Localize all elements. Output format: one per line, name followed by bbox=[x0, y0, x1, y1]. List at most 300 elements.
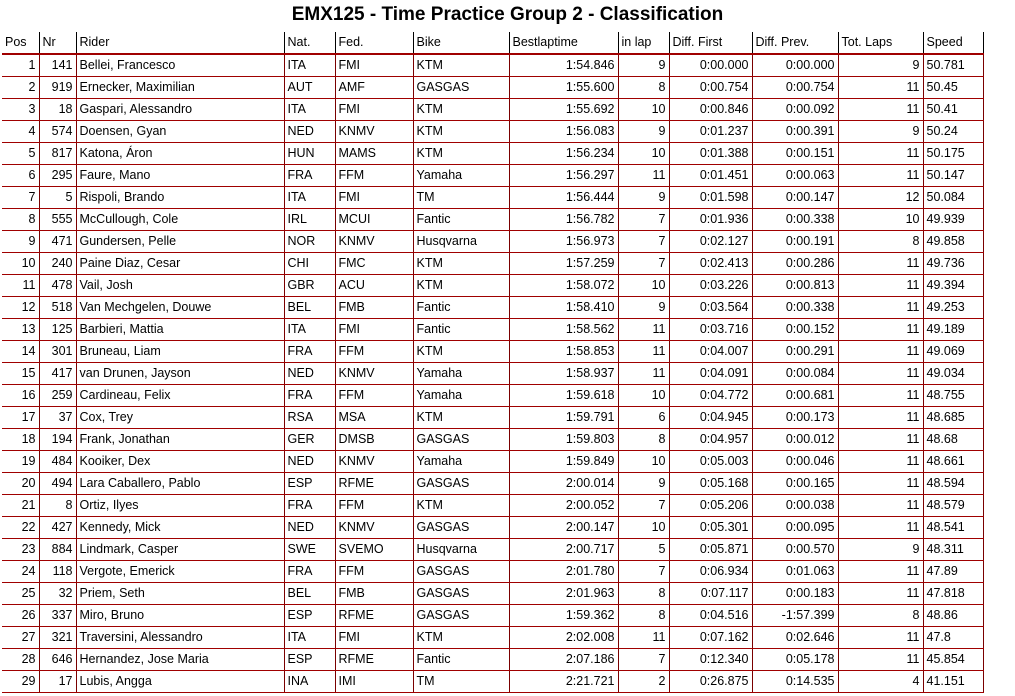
cell-rider: Van Mechgelen, Douwe bbox=[76, 297, 284, 319]
cell-diff-prev: 0:00.152 bbox=[752, 319, 838, 341]
cell-speed: 48.86 bbox=[923, 605, 983, 627]
cell-nr: 417 bbox=[39, 363, 76, 385]
cell-speed: 47.89 bbox=[923, 561, 983, 583]
cell-diff-first: 0:01.451 bbox=[669, 165, 752, 187]
cell-in-lap: 7 bbox=[618, 649, 669, 671]
cell-diff-first: 0:03.226 bbox=[669, 275, 752, 297]
cell-speed: 50.175 bbox=[923, 143, 983, 165]
cell-tot-laps: 11 bbox=[838, 473, 923, 495]
cell-bike: KTM bbox=[413, 407, 509, 429]
table-row bbox=[2, 363, 983, 385]
cell-diff-prev: 0:00.092 bbox=[752, 99, 838, 121]
cell-pos: 29 bbox=[2, 671, 39, 693]
cell-tot-laps: 11 bbox=[838, 143, 923, 165]
cell-diff-prev: 0:00.000 bbox=[752, 54, 838, 77]
cell-rider: Paine Diaz, Cesar bbox=[76, 253, 284, 275]
cell-bestlaptime: 1:54.846 bbox=[509, 54, 618, 77]
cell-bestlaptime: 2:21.721 bbox=[509, 671, 618, 693]
cell-nat: FRA bbox=[284, 341, 335, 363]
table-row bbox=[2, 385, 983, 407]
header-tot-laps: Tot. Laps bbox=[838, 32, 923, 54]
cell-nr: 18 bbox=[39, 99, 76, 121]
cell-tot-laps: 11 bbox=[838, 407, 923, 429]
table-row bbox=[2, 517, 983, 539]
table-row bbox=[2, 539, 983, 561]
cell-nr: 555 bbox=[39, 209, 76, 231]
cell-tot-laps: 11 bbox=[838, 429, 923, 451]
cell-speed: 41.151 bbox=[923, 671, 983, 693]
cell-speed: 49.858 bbox=[923, 231, 983, 253]
cell-fed: KNMV bbox=[335, 451, 413, 473]
cell-in-lap: 10 bbox=[618, 451, 669, 473]
cell-pos: 14 bbox=[2, 341, 39, 363]
table-row bbox=[2, 451, 983, 473]
cell-speed: 47.818 bbox=[923, 583, 983, 605]
cell-nr: 118 bbox=[39, 561, 76, 583]
cell-nat: BEL bbox=[284, 297, 335, 319]
cell-in-lap: 2 bbox=[618, 671, 669, 693]
cell-rider: Frank, Jonathan bbox=[76, 429, 284, 451]
cell-diff-prev: 0:02.646 bbox=[752, 627, 838, 649]
table-row bbox=[2, 649, 983, 671]
cell-diff-first: 0:01.388 bbox=[669, 143, 752, 165]
cell-nr: 32 bbox=[39, 583, 76, 605]
cell-tot-laps: 11 bbox=[838, 385, 923, 407]
cell-diff-prev: 0:00.173 bbox=[752, 407, 838, 429]
table-row bbox=[2, 561, 983, 583]
cell-diff-prev: 0:00.165 bbox=[752, 473, 838, 495]
cell-rider: Cox, Trey bbox=[76, 407, 284, 429]
cell-nr: 301 bbox=[39, 341, 76, 363]
cell-tot-laps: 4 bbox=[838, 671, 923, 693]
cell-bestlaptime: 2:00.717 bbox=[509, 539, 618, 561]
cell-fed: MCUI bbox=[335, 209, 413, 231]
cell-fed: DMSB bbox=[335, 429, 413, 451]
cell-pos: 11 bbox=[2, 275, 39, 297]
cell-in-lap: 10 bbox=[618, 517, 669, 539]
cell-pos: 7 bbox=[2, 187, 39, 209]
cell-nr: 125 bbox=[39, 319, 76, 341]
cell-rider: van Drunen, Jayson bbox=[76, 363, 284, 385]
classification-table bbox=[2, 32, 984, 693]
cell-bike: KTM bbox=[413, 341, 509, 363]
cell-pos: 9 bbox=[2, 231, 39, 253]
cell-nat: HUN bbox=[284, 143, 335, 165]
cell-bike: KTM bbox=[413, 495, 509, 517]
cell-fed: SVEMO bbox=[335, 539, 413, 561]
cell-speed: 48.755 bbox=[923, 385, 983, 407]
cell-nat: ESP bbox=[284, 649, 335, 671]
table-row bbox=[2, 473, 983, 495]
cell-nat: NED bbox=[284, 451, 335, 473]
cell-fed: KNMV bbox=[335, 363, 413, 385]
table-row bbox=[2, 627, 983, 649]
cell-nat: ITA bbox=[284, 627, 335, 649]
cell-diff-prev: 0:00.012 bbox=[752, 429, 838, 451]
cell-pos: 16 bbox=[2, 385, 39, 407]
cell-pos: 28 bbox=[2, 649, 39, 671]
cell-speed: 49.394 bbox=[923, 275, 983, 297]
cell-diff-prev: 0:00.151 bbox=[752, 143, 838, 165]
cell-in-lap: 7 bbox=[618, 209, 669, 231]
cell-rider: Kooiker, Dex bbox=[76, 451, 284, 473]
cell-pos: 24 bbox=[2, 561, 39, 583]
cell-in-lap: 6 bbox=[618, 407, 669, 429]
cell-pos: 20 bbox=[2, 473, 39, 495]
cell-nr: 8 bbox=[39, 495, 76, 517]
cell-nat: FRA bbox=[284, 561, 335, 583]
cell-diff-first: 0:05.301 bbox=[669, 517, 752, 539]
cell-diff-first: 0:03.716 bbox=[669, 319, 752, 341]
cell-nr: 574 bbox=[39, 121, 76, 143]
cell-speed: 49.736 bbox=[923, 253, 983, 275]
cell-nr: 494 bbox=[39, 473, 76, 495]
cell-fed: ACU bbox=[335, 275, 413, 297]
cell-rider: Barbieri, Mattia bbox=[76, 319, 284, 341]
cell-bestlaptime: 1:59.618 bbox=[509, 385, 618, 407]
cell-fed: AMF bbox=[335, 77, 413, 99]
cell-nr: 321 bbox=[39, 627, 76, 649]
cell-bike: GASGAS bbox=[413, 517, 509, 539]
cell-nat: INA bbox=[284, 671, 335, 693]
cell-rider: Lara Caballero, Pablo bbox=[76, 473, 284, 495]
cell-tot-laps: 8 bbox=[838, 605, 923, 627]
cell-diff-first: 0:07.162 bbox=[669, 627, 752, 649]
cell-bestlaptime: 1:59.791 bbox=[509, 407, 618, 429]
cell-nr: 817 bbox=[39, 143, 76, 165]
cell-diff-first: 0:02.127 bbox=[669, 231, 752, 253]
table-row bbox=[2, 99, 983, 121]
cell-tot-laps: 11 bbox=[838, 561, 923, 583]
cell-tot-laps: 8 bbox=[838, 231, 923, 253]
cell-diff-first: 0:07.117 bbox=[669, 583, 752, 605]
cell-speed: 48.661 bbox=[923, 451, 983, 473]
cell-nat: SWE bbox=[284, 539, 335, 561]
cell-nr: 5 bbox=[39, 187, 76, 209]
cell-pos: 13 bbox=[2, 319, 39, 341]
header-nat: Nat. bbox=[284, 32, 335, 54]
cell-nr: 518 bbox=[39, 297, 76, 319]
cell-bestlaptime: 2:07.186 bbox=[509, 649, 618, 671]
cell-diff-prev: 0:00.063 bbox=[752, 165, 838, 187]
cell-rider: McCullough, Cole bbox=[76, 209, 284, 231]
cell-in-lap: 10 bbox=[618, 143, 669, 165]
table-row bbox=[2, 671, 983, 693]
cell-tot-laps: 11 bbox=[838, 627, 923, 649]
cell-pos: 8 bbox=[2, 209, 39, 231]
header-bestlaptime: Bestlaptime bbox=[509, 32, 618, 54]
cell-diff-first: 0:01.598 bbox=[669, 187, 752, 209]
cell-bestlaptime: 1:56.234 bbox=[509, 143, 618, 165]
cell-nat: ESP bbox=[284, 605, 335, 627]
cell-bike: TM bbox=[413, 671, 509, 693]
table-row bbox=[2, 121, 983, 143]
cell-diff-prev: 0:00.391 bbox=[752, 121, 838, 143]
cell-in-lap: 7 bbox=[618, 495, 669, 517]
cell-fed: FFM bbox=[335, 165, 413, 187]
cell-nat: FRA bbox=[284, 495, 335, 517]
table-row bbox=[2, 209, 983, 231]
cell-diff-first: 0:05.003 bbox=[669, 451, 752, 473]
cell-bestlaptime: 2:01.780 bbox=[509, 561, 618, 583]
cell-diff-prev: 0:00.681 bbox=[752, 385, 838, 407]
cell-nat: ESP bbox=[284, 473, 335, 495]
cell-fed: RFME bbox=[335, 605, 413, 627]
cell-rider: Doensen, Gyan bbox=[76, 121, 284, 143]
cell-tot-laps: 9 bbox=[838, 121, 923, 143]
cell-in-lap: 11 bbox=[618, 341, 669, 363]
cell-fed: FMI bbox=[335, 187, 413, 209]
cell-bike: GASGAS bbox=[413, 583, 509, 605]
cell-in-lap: 10 bbox=[618, 275, 669, 297]
cell-bestlaptime: 1:59.362 bbox=[509, 605, 618, 627]
cell-tot-laps: 11 bbox=[838, 363, 923, 385]
cell-diff-prev: 0:05.178 bbox=[752, 649, 838, 671]
cell-bike: Yamaha bbox=[413, 363, 509, 385]
cell-pos: 5 bbox=[2, 143, 39, 165]
cell-rider: Ernecker, Maximilian bbox=[76, 77, 284, 99]
cell-pos: 23 bbox=[2, 539, 39, 561]
cell-fed: FFM bbox=[335, 561, 413, 583]
cell-nr: 37 bbox=[39, 407, 76, 429]
table-row bbox=[2, 187, 983, 209]
cell-diff-first: 0:03.564 bbox=[669, 297, 752, 319]
cell-diff-prev: 0:00.038 bbox=[752, 495, 838, 517]
page-title: EMX125 - Time Practice Group 2 - Classification bbox=[291, 4, 724, 25]
cell-in-lap: 10 bbox=[618, 385, 669, 407]
cell-speed: 50.084 bbox=[923, 187, 983, 209]
header-bike: Bike bbox=[413, 32, 509, 54]
cell-nat: RSA bbox=[284, 407, 335, 429]
cell-rider: Hernandez, Jose Maria bbox=[76, 649, 284, 671]
cell-in-lap: 11 bbox=[618, 319, 669, 341]
cell-rider: Miro, Bruno bbox=[76, 605, 284, 627]
table-row bbox=[2, 275, 983, 297]
cell-nr: 484 bbox=[39, 451, 76, 473]
cell-pos: 18 bbox=[2, 429, 39, 451]
cell-diff-first: 0:04.945 bbox=[669, 407, 752, 429]
cell-speed: 49.939 bbox=[923, 209, 983, 231]
cell-nr: 240 bbox=[39, 253, 76, 275]
cell-diff-first: 0:04.007 bbox=[669, 341, 752, 363]
table-row bbox=[2, 253, 983, 275]
cell-diff-first: 0:04.957 bbox=[669, 429, 752, 451]
cell-bestlaptime: 1:55.600 bbox=[509, 77, 618, 99]
cell-diff-first: 0:01.936 bbox=[669, 209, 752, 231]
cell-bike: GASGAS bbox=[413, 473, 509, 495]
cell-bestlaptime: 1:56.782 bbox=[509, 209, 618, 231]
cell-nr: 295 bbox=[39, 165, 76, 187]
cell-in-lap: 10 bbox=[618, 99, 669, 121]
cell-nat: NOR bbox=[284, 231, 335, 253]
cell-speed: 48.685 bbox=[923, 407, 983, 429]
cell-rider: Vergote, Emerick bbox=[76, 561, 284, 583]
cell-pos: 2 bbox=[2, 77, 39, 99]
cell-bestlaptime: 1:55.692 bbox=[509, 99, 618, 121]
cell-rider: Lubis, Angga bbox=[76, 671, 284, 693]
cell-rider: Lindmark, Casper bbox=[76, 539, 284, 561]
table-row bbox=[2, 583, 983, 605]
cell-nr: 17 bbox=[39, 671, 76, 693]
cell-speed: 48.311 bbox=[923, 539, 983, 561]
cell-diff-prev: 0:14.535 bbox=[752, 671, 838, 693]
cell-rider: Cardineau, Felix bbox=[76, 385, 284, 407]
cell-in-lap: 8 bbox=[618, 605, 669, 627]
cell-in-lap: 7 bbox=[618, 231, 669, 253]
cell-nr: 919 bbox=[39, 77, 76, 99]
cell-in-lap: 9 bbox=[618, 297, 669, 319]
cell-fed: KNMV bbox=[335, 517, 413, 539]
cell-bestlaptime: 1:56.444 bbox=[509, 187, 618, 209]
header-rider: Rider bbox=[76, 32, 284, 54]
cell-in-lap: 7 bbox=[618, 253, 669, 275]
cell-fed: RFME bbox=[335, 473, 413, 495]
cell-nat: ITA bbox=[284, 99, 335, 121]
cell-bike: Fantic bbox=[413, 649, 509, 671]
cell-diff-prev: 0:00.338 bbox=[752, 209, 838, 231]
header-diff-prev: Diff. Prev. bbox=[752, 32, 838, 54]
cell-nat: NED bbox=[284, 363, 335, 385]
table-row bbox=[2, 165, 983, 187]
cell-in-lap: 5 bbox=[618, 539, 669, 561]
cell-bestlaptime: 2:00.014 bbox=[509, 473, 618, 495]
header-diff-first: Diff. First bbox=[669, 32, 752, 54]
cell-bike: Yamaha bbox=[413, 385, 509, 407]
cell-bestlaptime: 2:00.052 bbox=[509, 495, 618, 517]
cell-diff-prev: 0:00.338 bbox=[752, 297, 838, 319]
cell-fed: FFM bbox=[335, 385, 413, 407]
cell-bike: GASGAS bbox=[413, 605, 509, 627]
cell-bike: Fantic bbox=[413, 297, 509, 319]
cell-tot-laps: 11 bbox=[838, 319, 923, 341]
cell-tot-laps: 11 bbox=[838, 99, 923, 121]
cell-diff-first: 0:26.875 bbox=[669, 671, 752, 693]
header-pos: Pos bbox=[2, 32, 39, 54]
cell-bestlaptime: 1:57.259 bbox=[509, 253, 618, 275]
cell-pos: 15 bbox=[2, 363, 39, 385]
cell-bestlaptime: 1:58.072 bbox=[509, 275, 618, 297]
cell-bike: KTM bbox=[413, 275, 509, 297]
cell-in-lap: 9 bbox=[618, 121, 669, 143]
cell-bike: KTM bbox=[413, 121, 509, 143]
cell-in-lap: 9 bbox=[618, 473, 669, 495]
cell-diff-first: 0:00.000 bbox=[669, 54, 752, 77]
cell-rider: Vail, Josh bbox=[76, 275, 284, 297]
cell-fed: FMI bbox=[335, 319, 413, 341]
cell-fed: FFM bbox=[335, 495, 413, 517]
cell-tot-laps: 11 bbox=[838, 275, 923, 297]
cell-diff-prev: 0:00.813 bbox=[752, 275, 838, 297]
cell-bike: Fantic bbox=[413, 319, 509, 341]
cell-in-lap: 8 bbox=[618, 583, 669, 605]
cell-fed: IMI bbox=[335, 671, 413, 693]
table-row bbox=[2, 143, 983, 165]
cell-nr: 337 bbox=[39, 605, 76, 627]
cell-tot-laps: 11 bbox=[838, 297, 923, 319]
cell-tot-laps: 11 bbox=[838, 495, 923, 517]
cell-tot-laps: 11 bbox=[838, 451, 923, 473]
table-row bbox=[2, 341, 983, 363]
cell-diff-prev: -1:57.399 bbox=[752, 605, 838, 627]
cell-in-lap: 9 bbox=[618, 54, 669, 77]
cell-speed: 49.034 bbox=[923, 363, 983, 385]
cell-rider: Bellei, Francesco bbox=[76, 54, 284, 77]
cell-nat: BEL bbox=[284, 583, 335, 605]
cell-rider: Gaspari, Alessandro bbox=[76, 99, 284, 121]
cell-tot-laps: 11 bbox=[838, 253, 923, 275]
table-row bbox=[2, 407, 983, 429]
cell-bike: GASGAS bbox=[413, 77, 509, 99]
cell-nat: IRL bbox=[284, 209, 335, 231]
cell-nr: 141 bbox=[39, 54, 76, 77]
cell-speed: 50.45 bbox=[923, 77, 983, 99]
cell-bike: Fantic bbox=[413, 209, 509, 231]
cell-pos: 25 bbox=[2, 583, 39, 605]
cell-rider: Rispoli, Brando bbox=[76, 187, 284, 209]
cell-nat: CHI bbox=[284, 253, 335, 275]
cell-diff-prev: 0:01.063 bbox=[752, 561, 838, 583]
cell-bestlaptime: 1:59.849 bbox=[509, 451, 618, 473]
cell-tot-laps: 9 bbox=[838, 54, 923, 77]
cell-nat: GER bbox=[284, 429, 335, 451]
cell-bestlaptime: 1:58.410 bbox=[509, 297, 618, 319]
cell-fed: MSA bbox=[335, 407, 413, 429]
cell-rider: Katona, Áron bbox=[76, 143, 284, 165]
cell-bike: KTM bbox=[413, 627, 509, 649]
cell-rider: Bruneau, Liam bbox=[76, 341, 284, 363]
cell-rider: Faure, Mano bbox=[76, 165, 284, 187]
cell-tot-laps: 11 bbox=[838, 165, 923, 187]
cell-rider: Ortiz, Ilyes bbox=[76, 495, 284, 517]
cell-diff-first: 0:06.934 bbox=[669, 561, 752, 583]
cell-diff-prev: 0:00.084 bbox=[752, 363, 838, 385]
cell-bestlaptime: 2:00.147 bbox=[509, 517, 618, 539]
cell-fed: KNMV bbox=[335, 231, 413, 253]
cell-speed: 47.8 bbox=[923, 627, 983, 649]
cell-diff-first: 0:02.413 bbox=[669, 253, 752, 275]
cell-in-lap: 8 bbox=[618, 429, 669, 451]
cell-in-lap: 11 bbox=[618, 627, 669, 649]
cell-speed: 45.854 bbox=[923, 649, 983, 671]
cell-pos: 3 bbox=[2, 99, 39, 121]
cell-nr: 427 bbox=[39, 517, 76, 539]
cell-pos: 10 bbox=[2, 253, 39, 275]
cell-bike: Husqvarna bbox=[413, 539, 509, 561]
cell-tot-laps: 10 bbox=[838, 209, 923, 231]
cell-nat: ITA bbox=[284, 319, 335, 341]
cell-pos: 22 bbox=[2, 517, 39, 539]
cell-pos: 26 bbox=[2, 605, 39, 627]
cell-pos: 19 bbox=[2, 451, 39, 473]
cell-fed: FMI bbox=[335, 99, 413, 121]
table-row bbox=[2, 429, 983, 451]
cell-bike: Yamaha bbox=[413, 451, 509, 473]
cell-diff-prev: 0:00.570 bbox=[752, 539, 838, 561]
cell-diff-first: 0:04.516 bbox=[669, 605, 752, 627]
cell-rider: Priem, Seth bbox=[76, 583, 284, 605]
cell-tot-laps: 11 bbox=[838, 517, 923, 539]
cell-diff-first: 0:04.772 bbox=[669, 385, 752, 407]
cell-fed: FMC bbox=[335, 253, 413, 275]
cell-diff-first: 0:05.871 bbox=[669, 539, 752, 561]
cell-diff-prev: 0:00.754 bbox=[752, 77, 838, 99]
cell-speed: 48.541 bbox=[923, 517, 983, 539]
cell-diff-first: 0:00.846 bbox=[669, 99, 752, 121]
cell-diff-first: 0:12.340 bbox=[669, 649, 752, 671]
cell-bestlaptime: 1:58.562 bbox=[509, 319, 618, 341]
cell-nr: 478 bbox=[39, 275, 76, 297]
cell-nr: 259 bbox=[39, 385, 76, 407]
